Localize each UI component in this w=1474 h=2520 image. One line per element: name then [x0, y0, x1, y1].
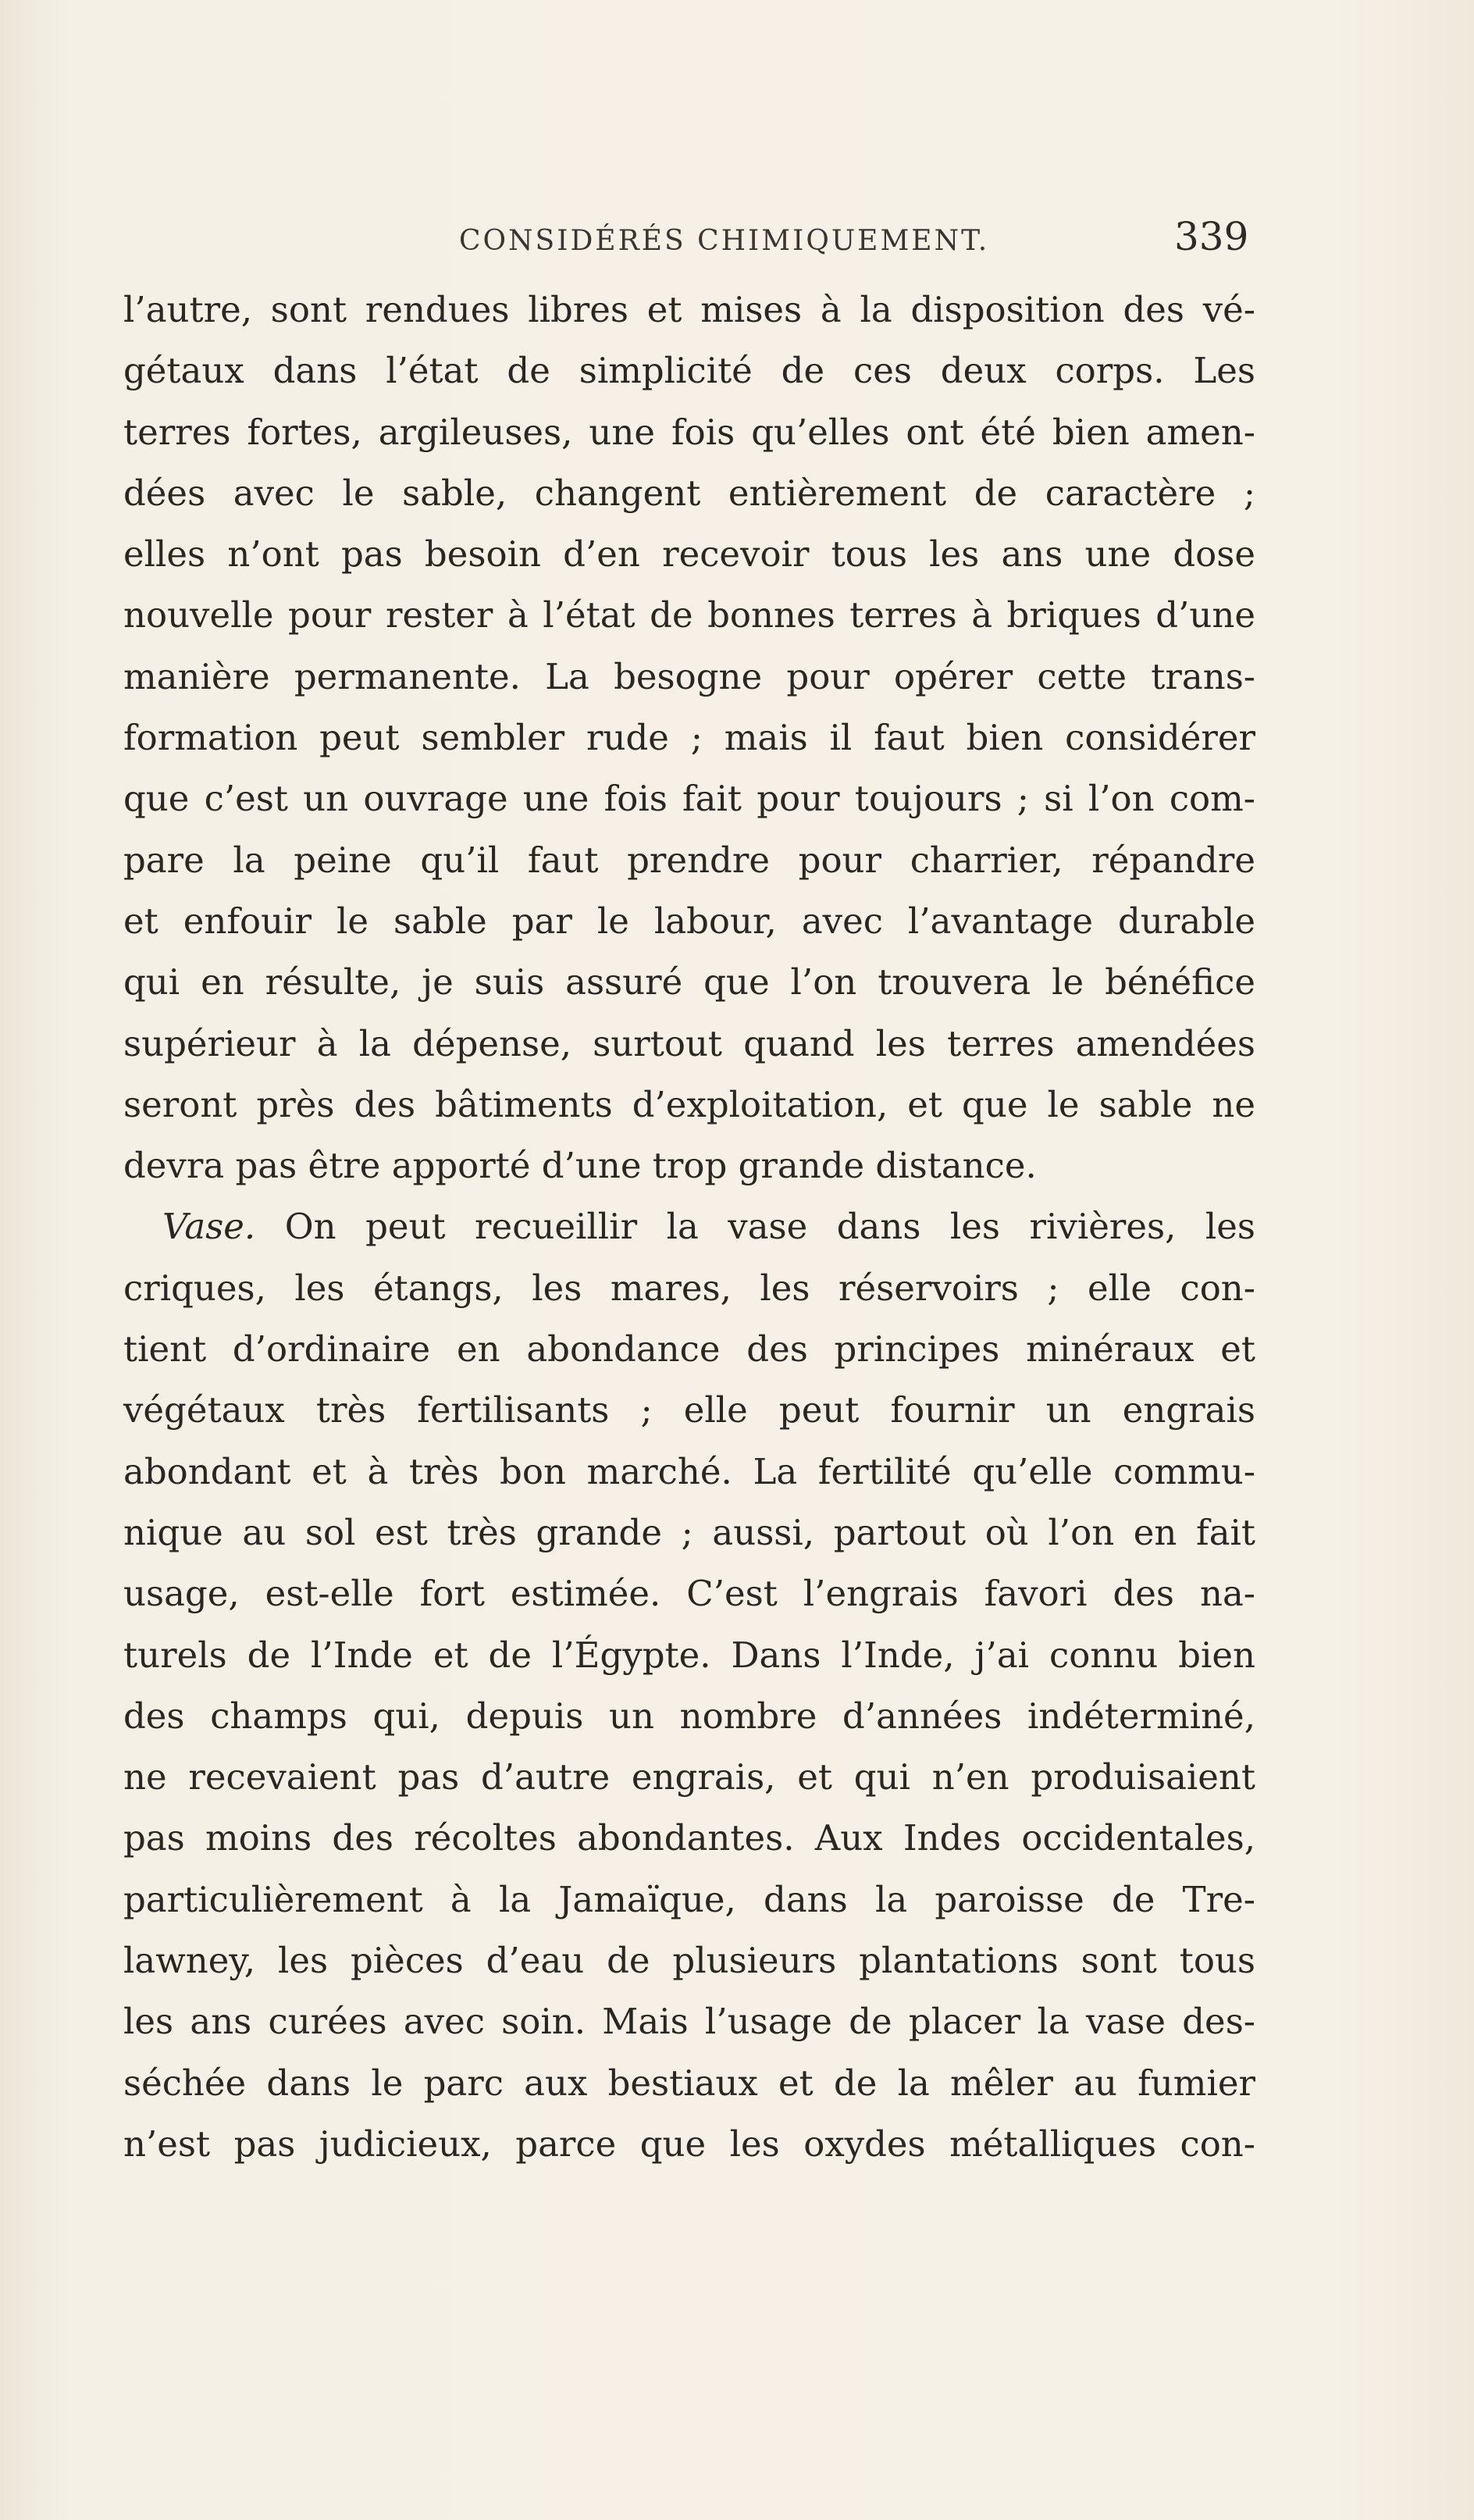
text-line: devra pas être apporté d’une trop grande distance. [123, 1145, 1037, 1187]
text-line: abondant et à très bon marché. La fertilité qu’elle commu- [123, 1450, 1255, 1492]
text-line: lawney, les pièces d’eau de plusieurs plantations sont tous [123, 1940, 1255, 1982]
text-line: végétaux très fertilisants ; elle peut fournir un engrais [123, 1389, 1255, 1431]
running-title: CONSIDÉRÉS CHIMIQUEMENT. [459, 225, 990, 257]
text-line: que c’est un ouvrage une fois fait pour toujours ; si l’on com- [123, 778, 1255, 820]
text-line: séchée dans le parc aux bestiaux et de la mêler au fumier [123, 2062, 1255, 2104]
running-head [0, 212, 1474, 275]
text-line: elles n’ont pas besoin d’en recevoir tous les ans une dose [123, 533, 1255, 576]
text-line: et enfouir le sable par le labour, avec l’avantage durable [123, 900, 1255, 942]
section-term: Vase. [162, 1206, 256, 1248]
text-line: terres fortes, argileuses, une fois qu’elles ont été bien amen- [123, 411, 1255, 453]
text-line: pare la peine qu’il faut prendre pour charrier, répandre [123, 839, 1255, 881]
text-line: criques, les étangs, les mares, les réservoirs ; elle con- [123, 1267, 1255, 1309]
body-text [123, 280, 1255, 2175]
text-line: ne recevaient pas d’autre engrais, et qui n’en produisaient [123, 1756, 1255, 1798]
page-number: 339 [1174, 214, 1249, 259]
text-line: nique au sol est très grande ; aussi, partout où l’on en fait [123, 1511, 1255, 1553]
text-line: n’est pas judicieux, parce que les oxydes métalliques con- [123, 2123, 1255, 2165]
text-run: On peut recueillir la vase dans les rivières, les [255, 1206, 1255, 1248]
text-line: manière permanente. La besogne pour opérer cette trans- [123, 655, 1255, 697]
text-line: formation peut sembler rude ; mais il faut bien considérer [123, 717, 1255, 759]
text-line: supérieur à la dépense, surtout quand les terres amendées [123, 1022, 1255, 1064]
paragraph-vase [123, 1196, 1255, 2175]
text-line: l’autre, sont rendues libres et mises à la disposition des vé- [123, 289, 1255, 330]
text-line: turels de l’Inde et de l’Égypte. Dans l’Inde, j’ai connu bien [123, 1634, 1255, 1676]
text-line: qui en résulte, je suis assuré que l’on trouvera le bénéfice [123, 961, 1255, 1003]
text-line: pas moins des récoltes abondantes. Aux Indes occidentales, [123, 1817, 1255, 1859]
text-line: les ans curées avec soin. Mais l’usage de placer la vase des- [123, 2001, 1255, 2043]
text-line: particulièrement à la Jamaïque, dans la paroisse de Tre- [123, 1878, 1255, 1920]
text-line: nouvelle pour rester à l’état de bonnes terres à briques d’une [123, 594, 1255, 636]
paragraph-sand [123, 280, 1255, 1196]
text-line: seront près des bâtiments d’exploitation, et que le sable ne [123, 1083, 1255, 1125]
text-line: usage, est-elle fort estimée. C’est l’engrais favori des na- [123, 1573, 1255, 1615]
text-line: des champs qui, depuis un nombre d’années indéterminé, [123, 1695, 1255, 1737]
text-line: tient d’ordinaire en abondance des principes minéraux et [123, 1328, 1255, 1370]
text-line [123, 1196, 1255, 1257]
text-line: dées avec le sable, changent entièrement de caractère ; [123, 472, 1255, 514]
text-line: gétaux dans l’état de simplicité de ces deux corps. Les [123, 350, 1255, 392]
